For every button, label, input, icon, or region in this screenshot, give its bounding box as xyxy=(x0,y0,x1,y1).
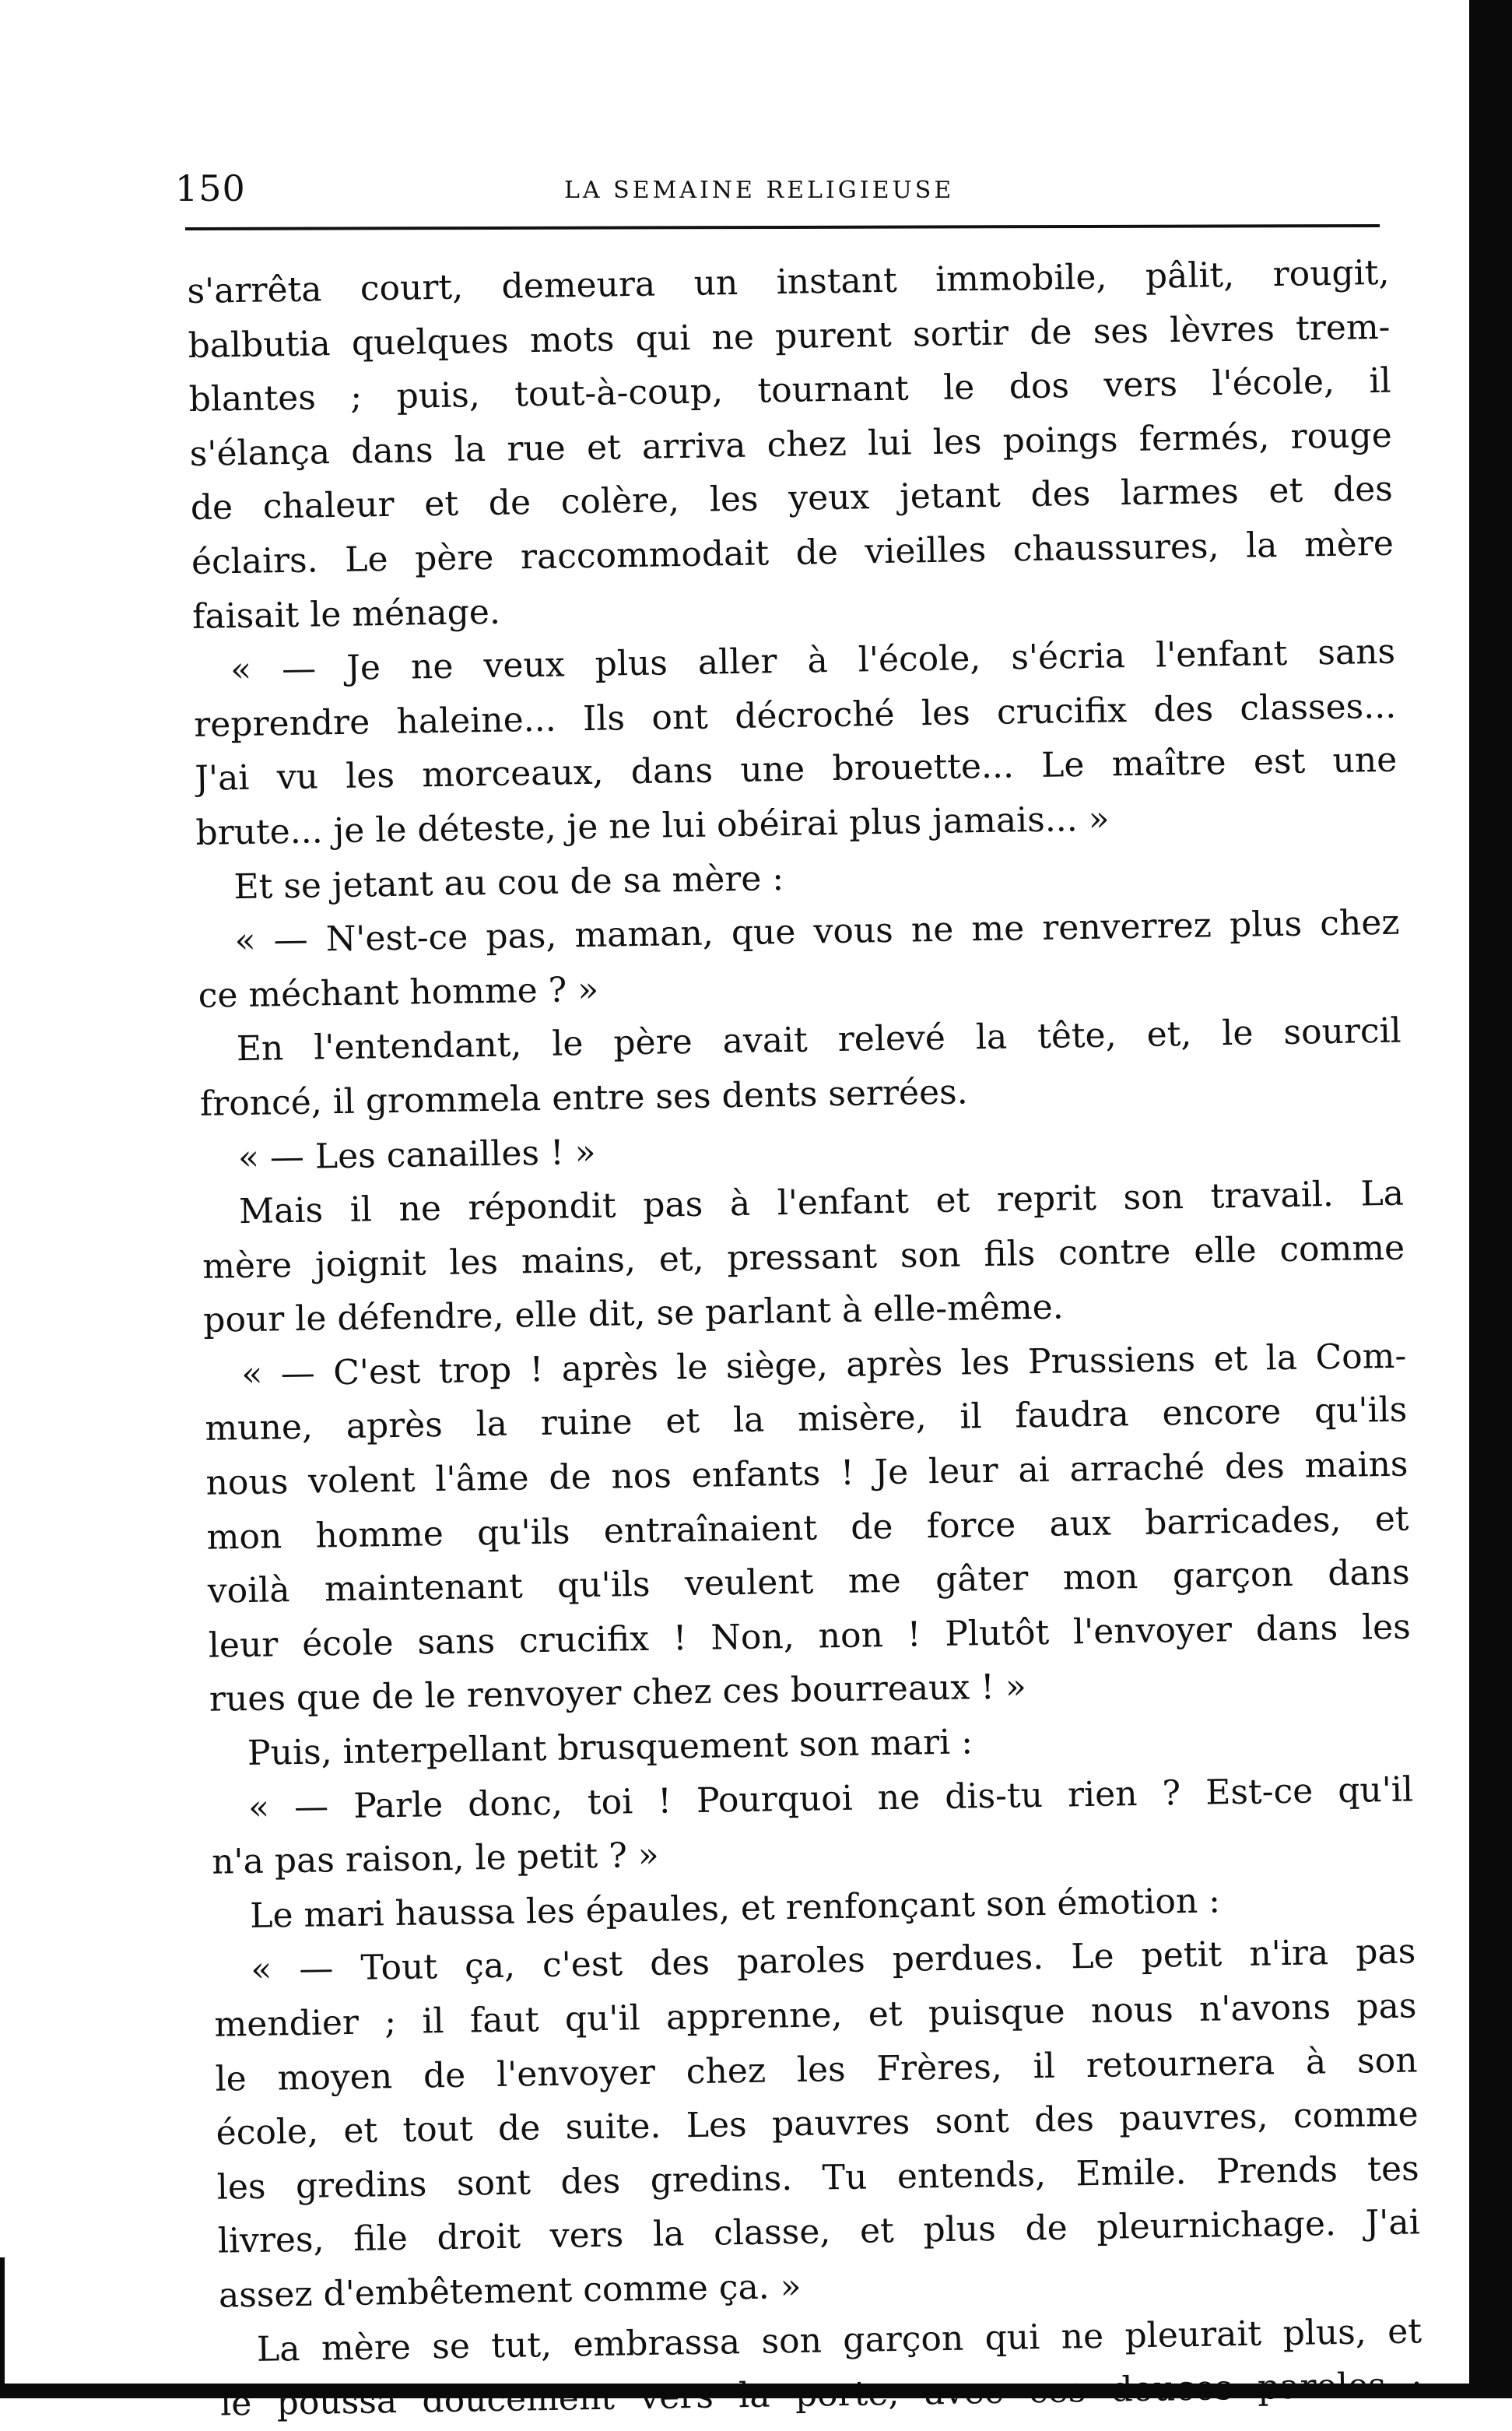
text-line: le moyen de l'envoyer chez les Frères, il retournera à son xyxy=(215,2040,1418,2099)
text-line: J'ai vu les morceaux, dans une brouette... Le maître est une xyxy=(194,739,1398,799)
scan-edge-bottom xyxy=(0,2384,1512,2398)
text-line: Le mari haussa les épaules, et renfonçant son émotion : xyxy=(249,1881,1221,1936)
text-line: faisait le ménage. xyxy=(191,592,501,637)
text-line: « — Tout ça, c'est des paroles perdues. Le petit n'ira pas xyxy=(251,1931,1416,1990)
text-line: Et se jetant au cou de sa mère : xyxy=(233,858,784,907)
text-line: froncé, il grommela entre ses dents serrées. xyxy=(199,1072,969,1124)
body-text xyxy=(187,246,1423,2431)
text-line: livres, file droit vers la classe, et plus de pleurnichage. J'ai xyxy=(217,2202,1421,2262)
scan-edge-right xyxy=(1469,0,1512,2398)
text-line: brute... je le déteste, je ne lui obéirai plus jamais... » xyxy=(195,799,1110,853)
text-line: leur école sans crucifix ! Non, non ! Plutôt l'envoyer dans les xyxy=(208,1607,1412,1666)
text-line: pour le défendre, elle dit, se parlant à elle-même. xyxy=(202,1287,1065,1341)
text-line: école, et tout de suite. Les pauvres sont des pauvres, comme xyxy=(216,2094,1419,2153)
text-line: « — C'est trop ! après le siège, après les Prussiens et la Com- xyxy=(240,1336,1407,1394)
text-line: reprendre haleine... Ils ont décroché les crucifix des classes... xyxy=(193,686,1397,745)
text-line: rues que de le renvoyer chez ces bourreaux ! » xyxy=(209,1667,1027,1720)
text-line: Mais il ne répondit pas à l'enfant et reprit son travail. La xyxy=(238,1173,1405,1232)
text-line: voilà maintenant qu'ils veulent me gâter mon garçon dans xyxy=(207,1552,1410,1612)
text-line: mendier ; il faut qu'il apprenne, et puisque nous n'avons pas xyxy=(214,1986,1417,2045)
page-number: 150 xyxy=(175,167,246,209)
text-line: « — Parle donc, toi ! Pourquoi ne dis-tu rien ? Est-ce qu'il xyxy=(247,1769,1414,1828)
text-line: « — Je ne veux plus aller à l'école, s'écria l'enfant sans xyxy=(230,631,1396,690)
text-line: s'élança dans la rue et arriva chez lui les poings fermés, rouge xyxy=(189,415,1393,474)
text-line: blantes ; puis, tout-à-coup, tournant le dos vers l'école, il xyxy=(188,360,1391,420)
page-header xyxy=(175,167,1377,222)
text-line: « — Les canailles ! » xyxy=(237,1132,596,1178)
text-line: s'arrêta court, demeura un instant immobile, pâlit, rougit, xyxy=(187,252,1390,311)
text-line: balbutia quelques mots qui ne purent sortir de ses lèvres trem- xyxy=(188,307,1391,366)
text-line: de chaleur et de colère, les yeux jetant des larmes et des xyxy=(190,469,1394,529)
text-line: mère joignit les mains, et, pressant son fils contre elle comme xyxy=(202,1228,1405,1287)
text-line: Puis, interpellant brusquement son mari : xyxy=(247,1722,974,1774)
text-line: les gredins sont des gredins. Tu entends, Emile. Prends tes xyxy=(216,2148,1420,2208)
scan-edge-left xyxy=(0,2257,5,2398)
text-line: nous volent l'âme de nos enfants ! Je leur ai arraché des mains xyxy=(205,1444,1409,1503)
text-line: n'a pas raison, le petit ? » xyxy=(211,1835,660,1882)
text-line: La mère se tut, embrassa son garçon qui ne pleurait plus, et xyxy=(256,2310,1423,2370)
text-line: En l'entendant, le père avait relevé la tête, et, le sourcil xyxy=(236,1010,1402,1070)
text-line: assez d'embêtement comme ça. » xyxy=(218,2266,802,2316)
running-title: LA SEMAINE RELIGIEUSE xyxy=(564,177,955,204)
text-line: mune, après la ruine et la misère, il faudra encore qu'ils xyxy=(205,1390,1408,1449)
header-rule xyxy=(185,224,1380,230)
text-line: « — N'est-ce pas, maman, que vous ne me renverrez plus chez xyxy=(234,902,1400,961)
text-line: éclairs. Le père raccommodait de vieilles chaussures, la mère xyxy=(191,523,1394,582)
text-line: ce méchant homme ? » xyxy=(198,969,599,1016)
text-line: mon homme qu'ils entraînaient de force aux barricades, et xyxy=(206,1498,1409,1558)
